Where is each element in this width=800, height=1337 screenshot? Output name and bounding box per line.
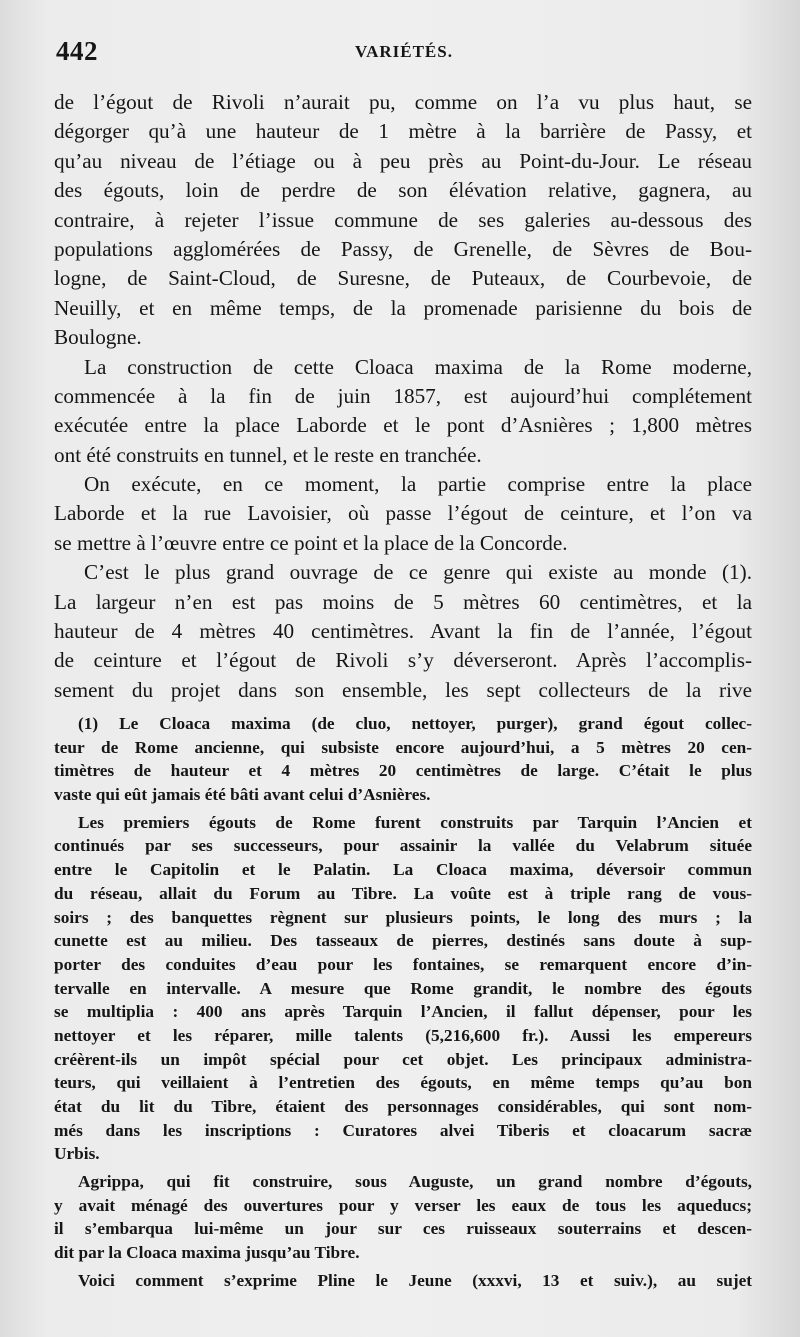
text-line: La construction de cette Cloaca maxima de la Rome moderne, <box>84 354 752 379</box>
footnote-line: porter des conduites d’eau pour les fontaines, se remarquent encore d’in- <box>54 954 752 974</box>
text-line: Boulogne. <box>54 325 142 350</box>
text-line: hauteur de 4 mètres 40 centimètres. Avant la fin de l’année, l’égout <box>54 619 752 644</box>
text-line: se mettre à l’œuvre entre ce point et la place de la Concorde. <box>54 530 568 555</box>
text-line: On exécute, en ce moment, la partie comprise entre la place <box>84 472 752 497</box>
text-line: sement du projet dans son ensemble, les sept collecteurs de la rive <box>54 677 752 702</box>
footnote-line: dit par la Cloaca maxima jusqu’au Tibre. <box>54 1243 360 1263</box>
page-number: 442 <box>56 36 98 66</box>
footnote-line: créèrent-ils un impôt spécial pour cet objet. Les principaux administra- <box>54 1049 752 1069</box>
text-line: exécutée entre la place Laborde et le pont d’Asnières ; 1,800 mètres <box>54 413 752 438</box>
footnote-line: (1) Le Cloaca maxima (de cluo, nettoyer, purger), grand égout collec- <box>78 714 752 733</box>
text-line: de l’égout de Rivoli n’aurait pu, comme on l’a vu plus haut, se <box>54 90 752 114</box>
footnote-line: état du lit du Tibre, étaient des personnages considérables, qui sont nom- <box>54 1097 752 1116</box>
text-line: logne, de Saint-Cloud, de Suresne, de Puteaux, de Courbevoie, de <box>54 266 752 291</box>
footnote-line: cunette est au milieu. Des tasseaux de pierres, destinés sans doute à sup- <box>54 931 752 951</box>
footnote-line: teurs, qui veillaient à l’entretien des égouts, en même temps qu’au bon <box>54 1073 752 1093</box>
footnote-line: soirs ; des banquettes règnent sur plusieurs points, le long des murs ; la <box>54 907 752 927</box>
text-line: populations agglomérées de Passy, de Grenelle, de Sèvres de Bou- <box>54 236 752 261</box>
main-text <box>54 88 752 705</box>
footnote-line: Agrippa, qui fit construire, sous Auguste, un grand nombre d’égouts, <box>78 1172 752 1192</box>
footnote-line: nettoyer et les réparer, mille talents (5,216,600 fr.). Aussi les empereurs <box>54 1025 752 1045</box>
footnote-line: du réseau, allait du Forum au Tibre. La voûte est à triple rang de vous- <box>54 883 752 903</box>
footnote-line: teur de Rome ancienne, qui subsiste encore aujourd’hui, a 5 mètres 20 cen- <box>54 737 752 757</box>
footnote-line: y avait ménagé des ouvertures pour y verser les eaux de tous les aqueducs; <box>54 1195 752 1215</box>
text-line: La largeur n’en est pas moins de 5 mètres 60 centimètres, et la <box>54 589 752 614</box>
footnote-line: se multiplia : 400 ans après Tarquin l’Ancien, il fallut dépenser, pour les <box>54 1002 752 1022</box>
footnote-line: il s’embarqua lui-même un jour sur ces ruisseaux souterrains et descen- <box>54 1219 752 1239</box>
running-head: VARIÉTÉS. <box>355 42 453 61</box>
text-line: commencée à la fin de juin 1857, est aujourd’hui complétement <box>54 383 752 408</box>
text-line: des égouts, loin de perdre de son élévation relative, gagnera, au <box>54 178 752 203</box>
text-line: ont été construits en tunnel, et le reste en tranchée. <box>54 442 482 467</box>
footnote-line: Urbis. <box>54 1144 100 1164</box>
footnote-line: continués par ses successeurs, pour assainir la vallée du Velabrum située <box>54 836 752 856</box>
text-line: contraire, à rejeter l’issue commune de ses galeries au-dessous des <box>54 207 752 232</box>
footnote-line: vaste qui eût jamais été bâti avant celui d’Asnières. <box>54 785 431 805</box>
footnote-line: entre le Capitolin et le Palatin. La Cloaca maxima, déversoir commun <box>54 860 752 880</box>
page-header <box>56 36 756 72</box>
footnote-line: Voici comment s’exprime Pline le Jeune (xxxvi, 13 et suiv.), au sujet <box>78 1270 752 1290</box>
footnote-line: més dans les inscriptions : Curatores alvei Tiberis et cloacarum sacræ <box>54 1120 752 1140</box>
footnote-line: tervalle en intervalle. A mesure que Rome grandit, le nombre des égouts <box>54 978 752 998</box>
footnote <box>54 712 752 1293</box>
text-line: dégorger qu’à une hauteur de 1 mètre à la barrière de Passy, et <box>54 119 752 144</box>
text-line: de ceinture et l’égout de Rivoli s’y déverseront. Après l’accomplis- <box>54 648 752 673</box>
text-line: C’est le plus grand ouvrage de ce genre qui existe au monde (1). <box>84 560 752 585</box>
text-line: Neuilly, et en même temps, de la promenade parisienne du bois de <box>54 295 752 320</box>
text-line: qu’au niveau de l’étiage ou à peu près au Point-du-Jour. Le réseau <box>54 148 752 173</box>
text-line: Laborde et la rue Lavoisier, où passe l’égout de ceinture, et l’on va <box>54 501 752 526</box>
footnote-line: timètres de hauteur et 4 mètres 20 centimètres de large. C’était le plus <box>54 761 752 781</box>
footnote-line: Les premiers égouts de Rome furent construits par Tarquin l’Ancien et <box>78 812 752 832</box>
